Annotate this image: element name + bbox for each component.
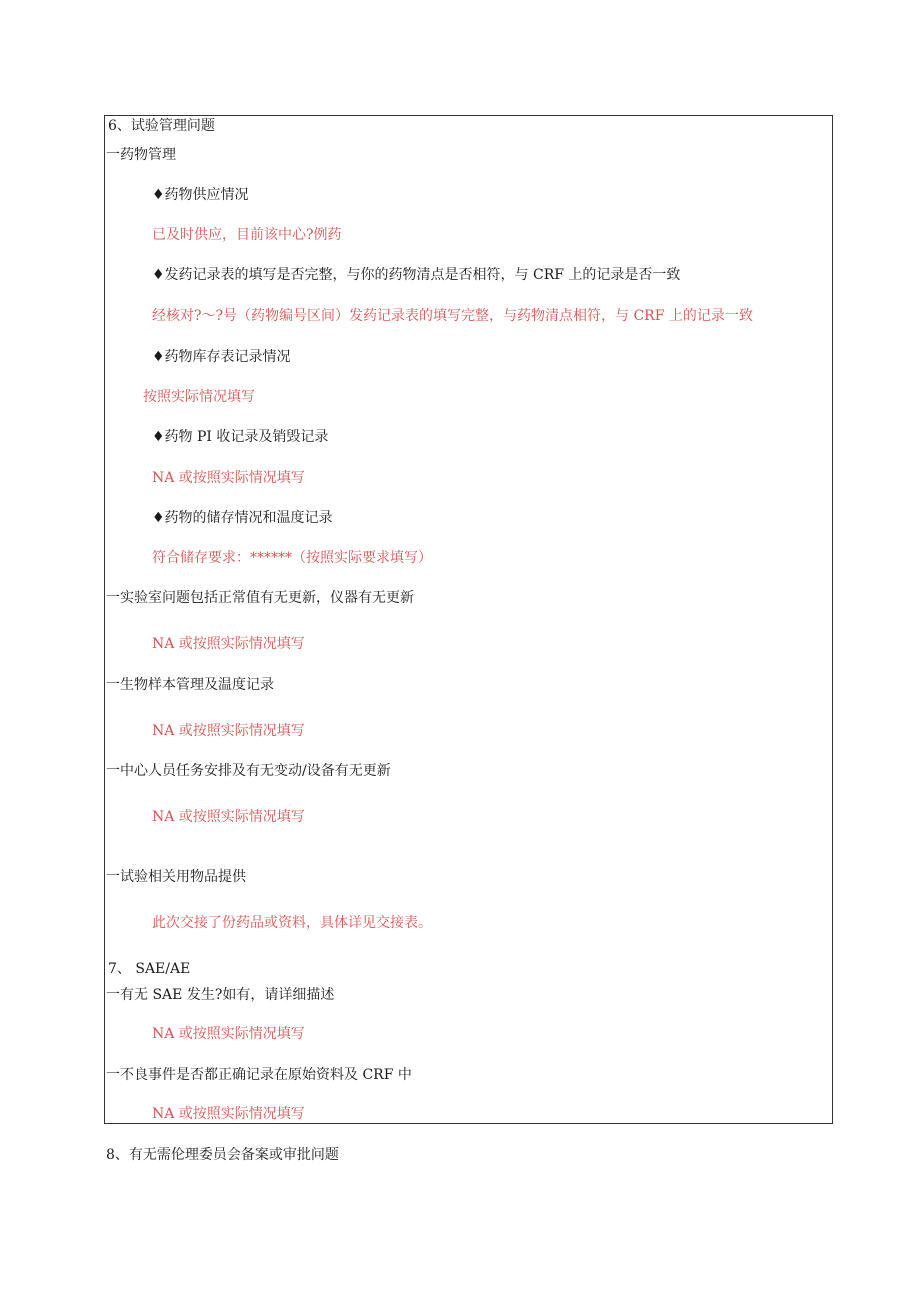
staff-question: 一中心人员任务安排及有无变动/设备有无更新 <box>106 763 391 779</box>
staff-answer: NA 或按照实际情况填写 <box>152 809 305 825</box>
lab-answer: NA 或按照实际情况填写 <box>152 636 305 652</box>
dispense-record-answer: 经核对?～?号（药物编号区间）发药记录表的填写完整，与药物清点相符，与 CRF 上的记录一致 <box>152 308 753 324</box>
lab-question: 一实验室问题包括正常值有无更新，仪器有无更新 <box>106 590 414 606</box>
drug-supply-question: ♦药物供应情况 <box>152 187 249 203</box>
recall-question: ♦药物 PI 收记录及销毁记录 <box>152 429 329 445</box>
sample-answer: NA 或按照实际情况填写 <box>152 723 305 739</box>
drug-management-heading: 一药物管理 <box>106 147 176 163</box>
dispense-record-question: ♦发药记录表的填写是否完整，与你的药物清点是否相符，与 CRF 上的记录是否一致 <box>152 267 681 283</box>
supplies-question: 一试验相关用物品提供 <box>106 869 246 885</box>
section-6-title: 6、试验管理问题 <box>108 118 215 134</box>
section-7-title: 7、 SAE/AE <box>108 961 191 977</box>
sample-question: 一生物样本管理及温度记录 <box>106 677 274 693</box>
ae-answer: NA 或按照实际情况填写 <box>152 1106 305 1122</box>
section-8-title: 8、有无需伦理委员会备案或审批问题 <box>106 1147 339 1163</box>
sae-answer: NA 或按照实际情况填写 <box>152 1026 305 1042</box>
recall-answer: NA 或按照实际情况填写 <box>152 470 305 486</box>
storage-answer: 符合储存要求：******（按照实际要求填写） <box>152 550 432 566</box>
inventory-question: ♦药物库存表记录情况 <box>152 349 291 365</box>
sae-question: 一有无 SAE 发生?如有，请详细描述 <box>106 987 335 1003</box>
supplies-answer: 此次交接了份药品或资料，具体详见交接表。 <box>152 915 432 931</box>
drug-supply-answer: 已及时供应，目前该中心?例药 <box>152 227 342 243</box>
inventory-answer: 按照实际情况填写 <box>143 389 255 405</box>
ae-question: 一不良事件是否都正确记录在原始资料及 CRF 中 <box>106 1067 412 1083</box>
storage-question: ♦药物的储存情况和温度记录 <box>152 510 333 526</box>
